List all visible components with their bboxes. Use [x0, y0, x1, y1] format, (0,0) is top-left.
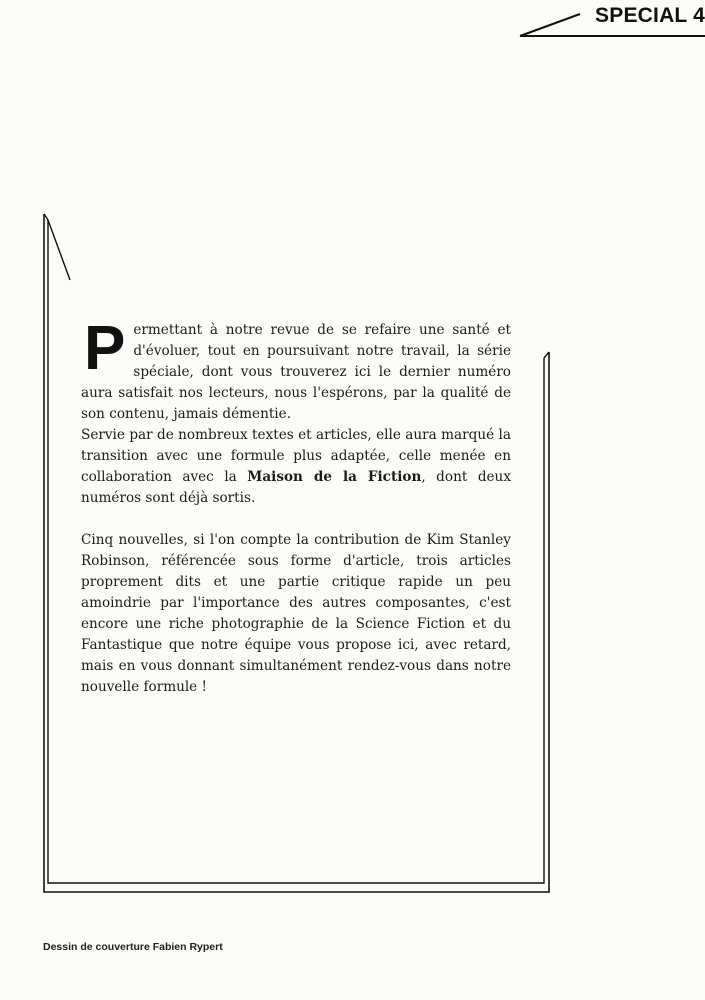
- editorial-text: [81, 314, 511, 698]
- cover-credit: Dessin de couverture Fabien Rypert: [43, 941, 223, 953]
- drop-cap: P: [84, 314, 126, 383]
- paragraph-2-end: , dont deux numéros sont déjà sortis.: [81, 469, 511, 506]
- paragraph-1: ermettant à notre revue de se refaire une santé et d'évoluer, tout en poursuivant notre travail, la série spéciale, dont vous trouverez ici le dernier numéro aura satisfait nos lecteurs, nous l'espérons, par la qualité de son contenu, jamais démentie.: [81, 322, 511, 422]
- issue-tag: SPECIAL 4: [595, 4, 705, 27]
- paragraph-3: Cinq nouvelles, si l'on compte la contribution de Kim Stanley Robinson, référencée sous forme d'article, trois articles proprement dits et une partie critique rapide un peu amoindrie par l'importance des autres composantes, c'est encore une riche photographie de la Science Fiction et du Fantastique que notre équipe vous propose ici, avec retard, mais en vous donnant simultanément rendez-vous dans notre nouvelle formule !: [81, 532, 511, 695]
- paragraph-2-bold: Maison de la Fiction: [247, 469, 422, 485]
- paragraph-2-start: Servie par de nombreux textes et articles, elle aura marqué la transition avec une formule plus adaptée, celle menée en collaboration avec la: [81, 427, 511, 485]
- paragraph-2: [81, 425, 511, 509]
